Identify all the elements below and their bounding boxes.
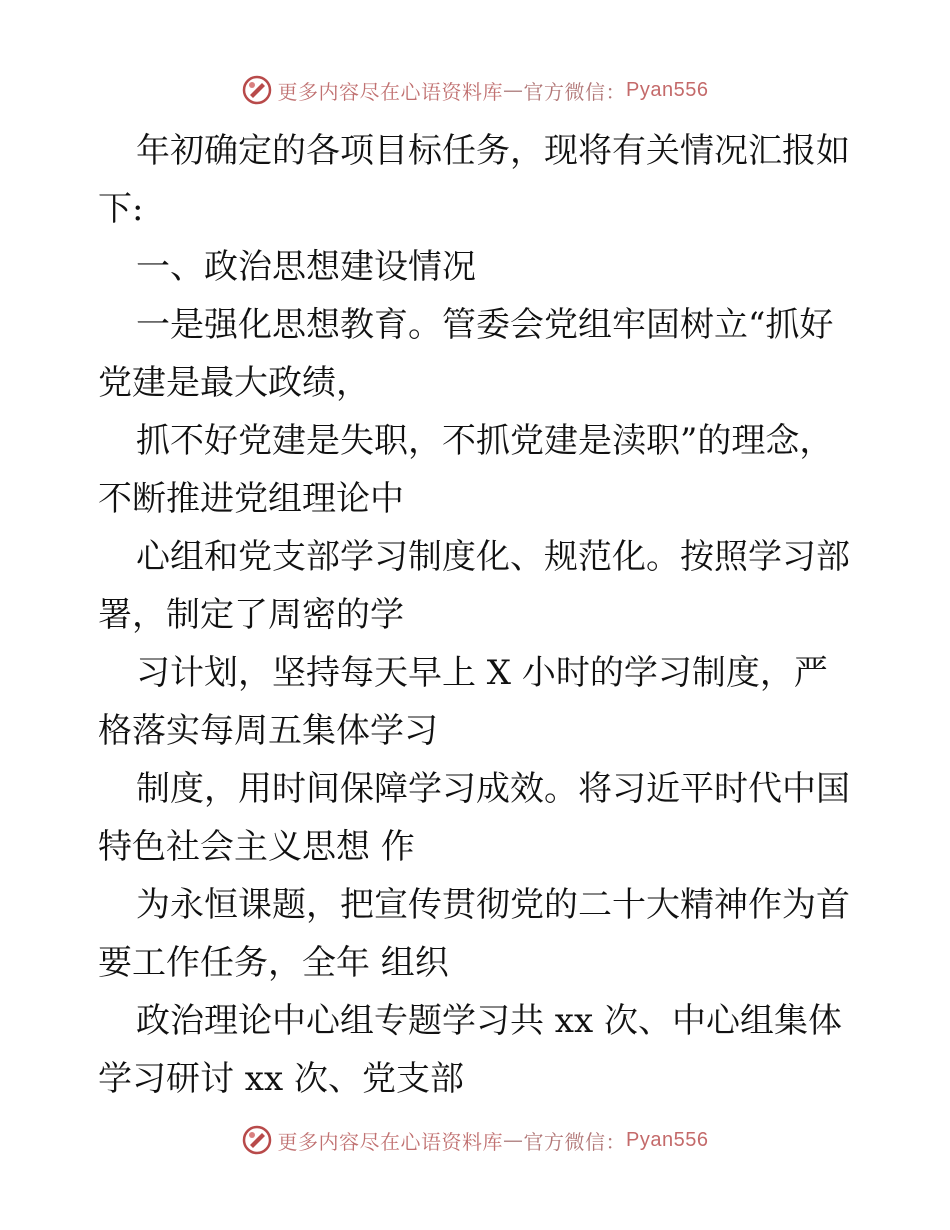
watermark-separator: — xyxy=(503,78,524,102)
watermark-label: 官方微信： xyxy=(523,79,627,104)
watermark-separator: — xyxy=(503,1128,524,1152)
paragraph: 制度，用时间保障学习成效。将习近平时代中国特色社会主义思想 作 xyxy=(98,769,850,867)
paragraph: 抓不好党建是失职，不抓党建是渎职”的理念，不断推进党组理论中 xyxy=(98,421,834,519)
paragraph: 年初确定的各项目标任务，现将有关情况汇报如下: xyxy=(98,131,850,229)
watermark-wechat-id: Pyan556 xyxy=(626,78,709,101)
watermark-text: 更多内容尽在心语资料库 xyxy=(277,1129,504,1154)
document-body xyxy=(98,122,858,1108)
paragraph: 政治理论中心组专题学习共 xx 次、中心组集体学习研讨 xx 次、党支部 xyxy=(98,1001,842,1099)
paragraph: 一是强化思想教育。管委会党组牢固树立“抓好党建是最大政绩， xyxy=(98,305,834,403)
watermark-logo-icon xyxy=(242,75,272,105)
paragraph: 为永恒课题，把宣传贯彻党的二十大精神作为首要工作任务，全年 组织 xyxy=(98,885,850,983)
footer-watermark xyxy=(0,1120,950,1160)
paragraph: 心组和党支部学习制度化、规范化。按照学习部署，制定了周密的学 xyxy=(98,537,850,635)
watermark-logo-icon xyxy=(242,1125,272,1155)
header-watermark xyxy=(0,70,950,110)
watermark-label: 官方微信： xyxy=(523,1129,627,1154)
watermark-text: 更多内容尽在心语资料库 xyxy=(277,79,504,104)
section-heading: 一、政治思想建设情况 xyxy=(136,247,476,287)
paragraph: 习计划，坚持每天早上 X 小时的学习制度，严格落实每周五集体学习 xyxy=(98,653,828,751)
watermark-wechat-id: Pyan556 xyxy=(626,1128,709,1151)
